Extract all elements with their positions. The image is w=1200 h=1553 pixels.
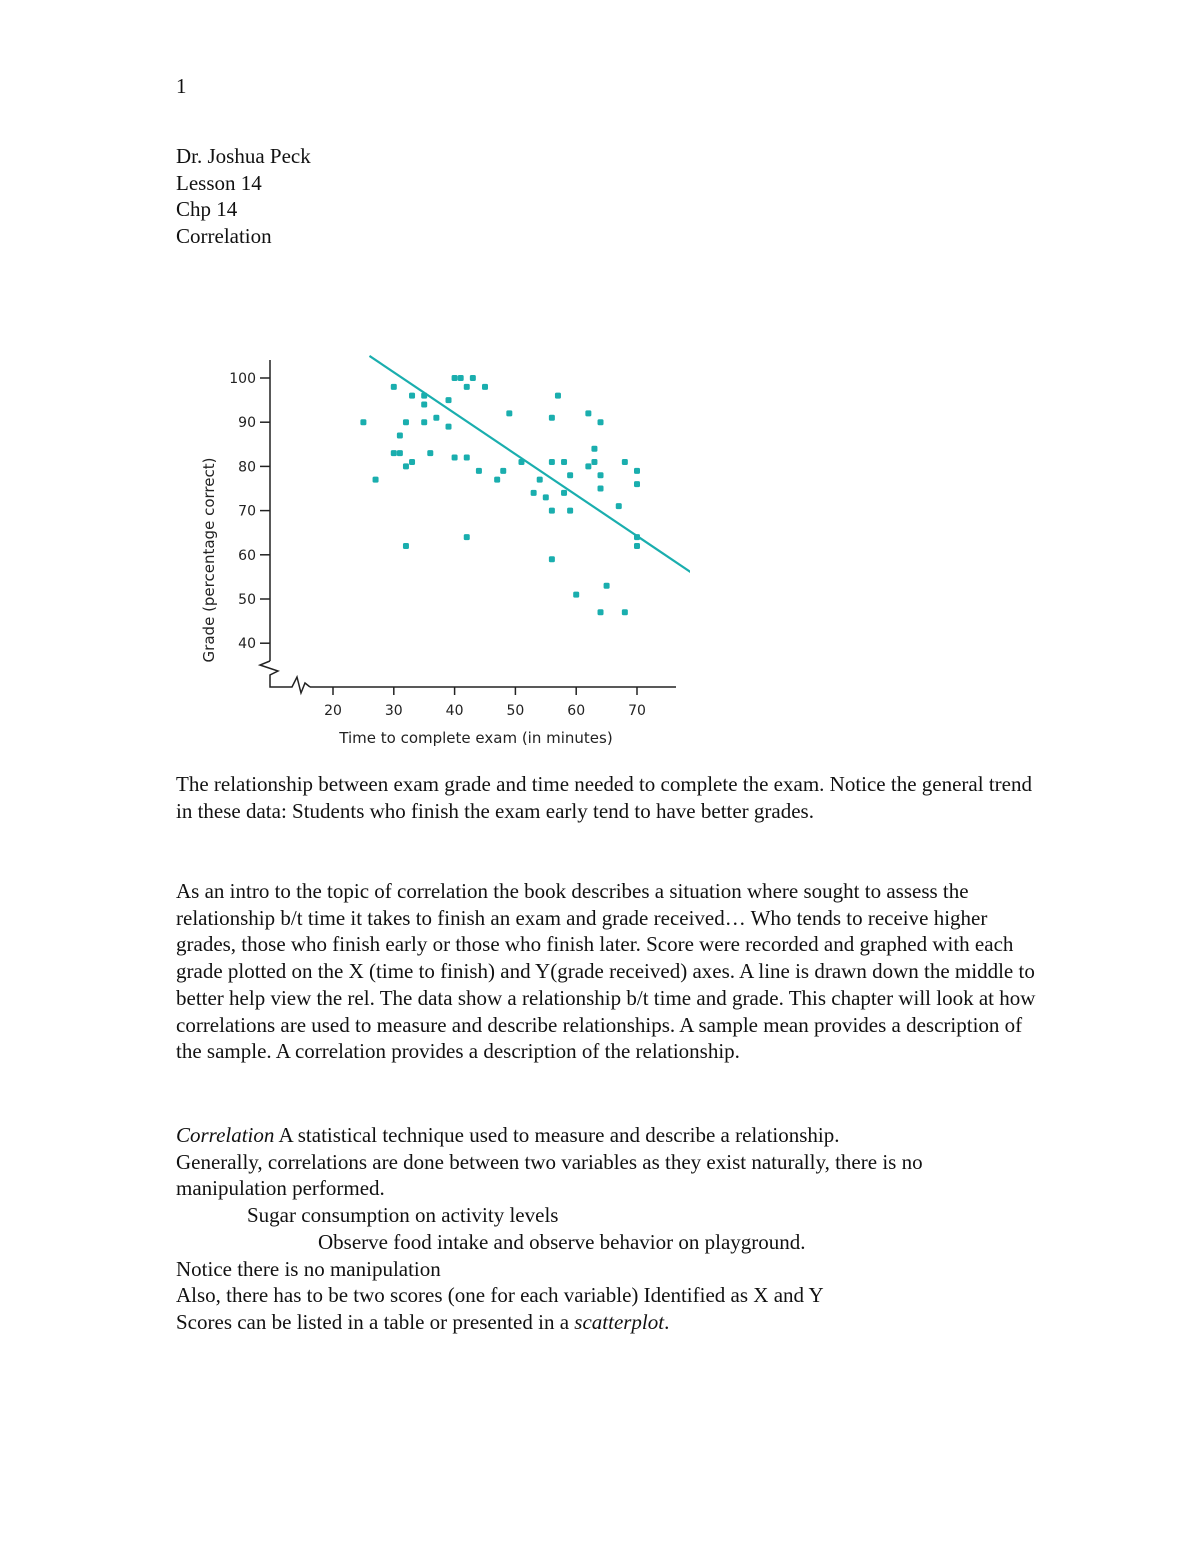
data-point: [452, 455, 458, 461]
scatterplot-chart: [190, 345, 690, 750]
data-point: [360, 419, 366, 425]
data-point: [409, 459, 415, 465]
note-line-2: Also, there has to be two scores (one for each variable) Identified as X and Y: [176, 1283, 824, 1308]
y-tick-label: 80: [238, 459, 256, 476]
data-point: [500, 468, 506, 474]
data-point: [464, 384, 470, 390]
data-point: [373, 477, 379, 483]
x-tick-label: 60: [567, 703, 586, 719]
y-tick-label: 100: [229, 371, 256, 387]
data-point: [634, 534, 640, 540]
axis-break-mark: [260, 661, 310, 693]
data-point: [591, 459, 597, 465]
data-point: [622, 609, 628, 615]
chapter-line: Chp 14: [176, 197, 238, 222]
y-axis-title: Grade (percentage correct): [200, 457, 218, 663]
definition-line-3: manipulation performed.: [176, 1176, 385, 1201]
note-line-1: Notice there is no manipulation: [176, 1256, 441, 1281]
x-tick-label: 40: [445, 703, 464, 719]
y-tick-label: 70: [238, 503, 256, 520]
data-point: [391, 384, 397, 390]
data-point: [598, 472, 604, 478]
data-point: [549, 508, 555, 514]
data-point: [531, 490, 537, 496]
y-tick-label: 50: [238, 592, 256, 608]
x-axis-title: Time to complete exam (in minutes): [339, 729, 613, 747]
data-point: [409, 393, 415, 399]
data-point: [403, 419, 409, 425]
document-header: [176, 143, 311, 250]
note-line-3-text: Scores can be listed in a table or presented in a: [176, 1309, 575, 1334]
example-detail-line: Observe food intake and observe behavior on playground.: [318, 1229, 806, 1254]
data-point: [622, 459, 628, 465]
data-point: [555, 393, 561, 399]
data-point: [403, 463, 409, 469]
y-tick-label: 40: [238, 636, 256, 653]
data-point: [585, 410, 591, 416]
figure-caption: The relationship between exam grade and time needed to complete the exam. Notice the general trend in these data: Students who finish the exam early tend to have better grades.: [176, 772, 1032, 823]
data-point: [537, 477, 543, 483]
data-point: [433, 415, 439, 421]
example-line: Sugar consumption on activity levels: [247, 1203, 559, 1228]
lesson-line: Lesson 14: [176, 170, 262, 195]
data-point: [598, 419, 604, 425]
x-tick-label: 70: [628, 703, 646, 719]
data-point: [567, 472, 573, 478]
definition-text: A statistical technique used to measure and describe a relationship.: [274, 1123, 840, 1147]
data-point: [598, 486, 604, 492]
data-point: [549, 459, 555, 465]
data-point: [518, 459, 524, 465]
definition-line-2: Generally, correlations are done between two variables as they exist naturally, there is no: [176, 1149, 923, 1174]
definition-line: [176, 1122, 1046, 1149]
data-point: [494, 477, 500, 483]
data-point: [397, 450, 403, 456]
data-point: [549, 415, 555, 421]
data-point: [634, 468, 640, 474]
data-point: [421, 402, 427, 408]
page-number: 1: [176, 74, 187, 98]
data-point: [476, 468, 482, 474]
data-point: [573, 592, 579, 598]
data-point: [598, 609, 604, 615]
data-point: [403, 543, 409, 549]
definition-term: Correlation: [176, 1123, 275, 1147]
data-point: [616, 503, 622, 509]
data-point: [591, 446, 597, 452]
author-line: Dr. Joshua Peck: [176, 144, 311, 168]
data-point: [543, 494, 549, 500]
scatterplot-term: scatterplot: [574, 1309, 665, 1334]
data-point: [421, 419, 427, 425]
intro-paragraph: As an intro to the topic of correlation the book describes a situation where sought to assess the relationship b/t time it takes to finish an exam and grade received… Who tends to receive higher grades, those who finish early or those who finish later. Score were recorded and graphed with each grade plotted on the X (time to finish) and Y(grade received) axes. A line is drawn down the middle to better help view the rel. The data show a relationship b/t time and grade. This chapter will look at how correlations are used to measure and describe relationships. A sample mean provides a description of the sample. A correlation provides a description of the relationship.: [176, 879, 1036, 1064]
y-tick-label: 90: [238, 415, 256, 432]
x-tick-label: 30: [384, 703, 403, 719]
trend-line: [369, 356, 690, 577]
data-point: [397, 432, 403, 438]
definition-section: [176, 1122, 1046, 1336]
data-point: [561, 490, 567, 496]
data-point: [549, 556, 555, 562]
data-point: [482, 384, 488, 390]
data-point: [391, 450, 397, 456]
data-point: [585, 463, 591, 469]
note-line-3-end: .: [664, 1309, 670, 1334]
data-point: [421, 393, 427, 399]
y-tick-label: 60: [238, 547, 256, 564]
note-line-3: [176, 1309, 1046, 1336]
data-point: [634, 481, 640, 487]
data-point: [446, 424, 452, 430]
x-tick-label: 20: [324, 703, 342, 719]
data-point: [561, 459, 567, 465]
data-point: [464, 455, 470, 461]
data-point: [464, 534, 470, 540]
data-point: [446, 397, 452, 403]
data-point: [458, 375, 464, 381]
data-point: [604, 583, 610, 589]
topic-line: Correlation: [176, 224, 272, 249]
data-point: [506, 410, 512, 416]
data-point: [634, 543, 640, 549]
data-point: [452, 375, 458, 381]
data-point: [470, 375, 476, 381]
data-point: [567, 508, 573, 514]
x-tick-label: 50: [506, 703, 525, 719]
data-point: [427, 450, 433, 456]
